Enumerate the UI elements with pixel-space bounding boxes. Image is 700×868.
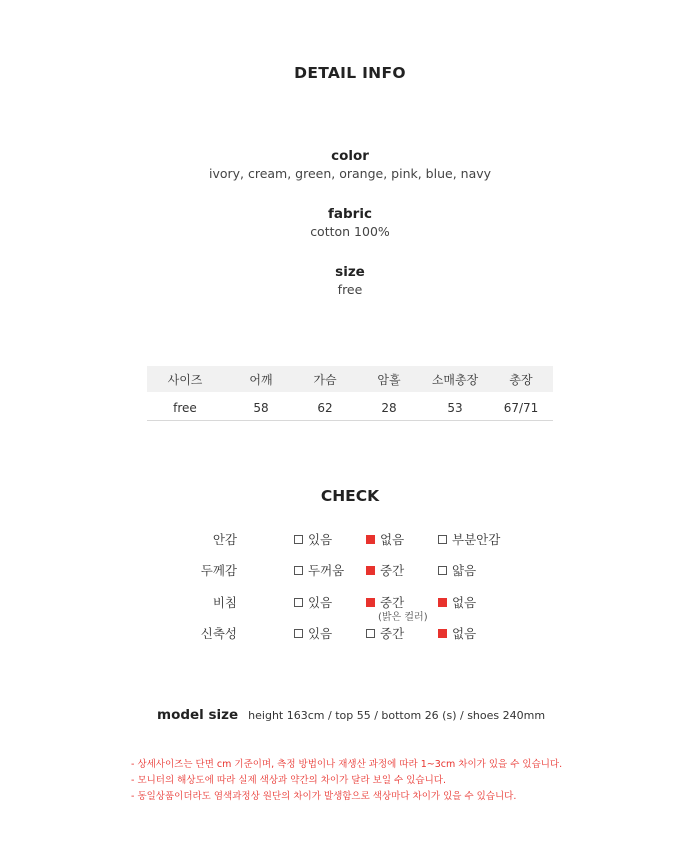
table-row — [147, 395, 553, 421]
color-value: ivory, cream, green, orange, pink, blue, navy — [208, 166, 492, 181]
header-cell-sleeve: 소매총장 — [431, 372, 479, 387]
size-label: size — [335, 264, 365, 280]
color-label: color — [331, 148, 369, 164]
checkbox-icon — [294, 598, 303, 607]
model-size-label: model size — [157, 707, 239, 723]
check-option: 있음 — [294, 624, 332, 642]
check-option: 있음 — [294, 593, 332, 611]
table-cell: 62 — [317, 400, 333, 415]
checkbox-checked-icon — [438, 598, 447, 607]
check-option: 중간 — [366, 561, 404, 579]
check-title: CHECK — [320, 487, 380, 505]
checkbox-checked-icon — [366, 566, 375, 575]
table-cell: 58 — [253, 400, 269, 415]
check-option: 있음 — [294, 530, 332, 548]
notice-text: - 모니터의 해상도에 따라 실제 색상과 약간의 차이가 달라 보일 수 있습니다. — [131, 775, 446, 786]
header-cell-shoulder: 어깨 — [249, 372, 273, 387]
check-option: 부분안감 — [438, 530, 500, 548]
checkbox-checked-icon — [366, 598, 375, 607]
fabric-value: cotton 100% — [310, 224, 390, 239]
check-option: 두꺼움 — [294, 561, 344, 579]
check-option: 얇음 — [438, 561, 476, 579]
page-title: DETAIL INFO — [294, 64, 406, 82]
checkbox-icon — [294, 566, 303, 575]
check-option: 없음 — [438, 593, 476, 611]
check-label-sheerness: 비침 — [212, 595, 237, 610]
check-label-lining: 안감 — [212, 532, 237, 547]
notice-text: - 상세사이즈는 단면 cm 기준이며, 측정 방법이나 재생산 과정에 따라 1~3cm 차이가 있을 수 있습니다. — [131, 759, 563, 770]
check-label-stretch: 신축성 — [200, 626, 237, 641]
check-option: 없음 — [438, 624, 476, 642]
check-option: 중간 — [366, 593, 404, 611]
table-cell: 53 — [447, 400, 463, 415]
checkbox-icon — [438, 566, 447, 575]
check-option: 중간 — [366, 624, 404, 642]
header-cell-armhole: 암홀 — [377, 372, 401, 387]
size-value: free — [337, 282, 363, 297]
check-option-note: (밝은 컬러) — [378, 612, 428, 623]
checkbox-icon — [294, 535, 303, 544]
checkbox-checked-icon — [366, 535, 375, 544]
checkbox-icon — [366, 629, 375, 638]
header-cell-size: 사이즈 — [167, 372, 203, 387]
check-label-thickness: 두께감 — [200, 563, 237, 578]
model-size — [157, 707, 545, 723]
notice-text: - 동일상품이더라도 염색과정상 원단의 차이가 발생함으로 색상마다 차이가 있을 수 있습니다. — [131, 791, 517, 802]
check-option: 없음 — [366, 530, 404, 548]
header-cell-chest: 가슴 — [313, 372, 337, 387]
checkbox-icon — [294, 629, 303, 638]
model-size-value: height 163cm / top 55 / bottom 26 (s) / shoes 240mm — [248, 709, 546, 722]
size-table-header — [147, 366, 553, 392]
checkbox-icon — [438, 535, 447, 544]
table-cell: 67/71 — [503, 400, 539, 415]
table-cell: 28 — [381, 400, 397, 415]
table-cell: free — [173, 400, 197, 415]
header-cell-length: 총장 — [509, 372, 533, 387]
fabric-label: fabric — [328, 206, 372, 222]
checkbox-checked-icon — [438, 629, 447, 638]
